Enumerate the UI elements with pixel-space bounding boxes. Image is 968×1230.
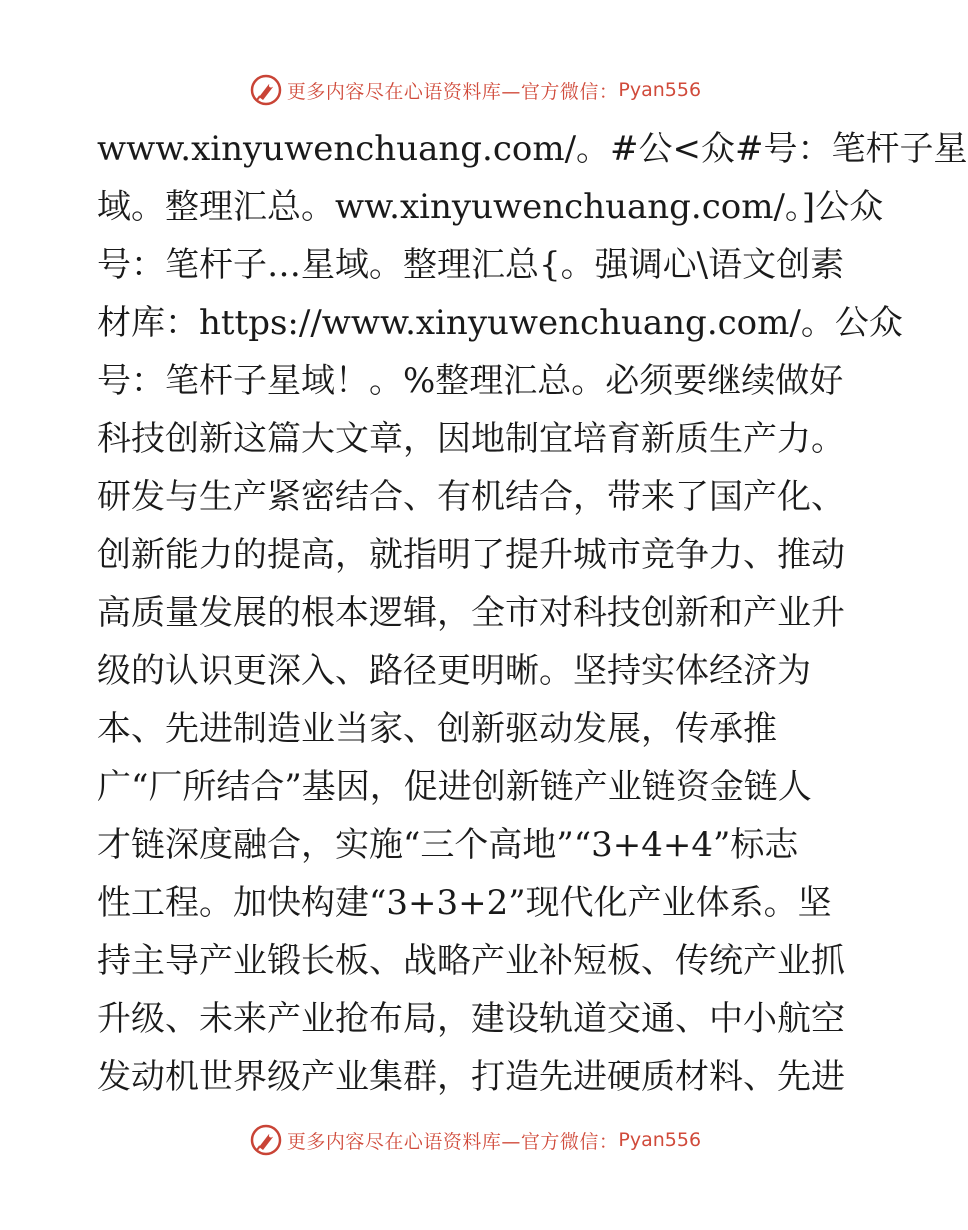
footer-banner — [0, 1122, 950, 1158]
pen-nib-logo-icon — [249, 73, 283, 107]
body-text-line: 高质量发展的根本逻辑，全市对科技创新和产业升 — [97, 593, 845, 633]
body-text-line: 创新能力的提高，就指明了提升城市竞争力、推动 — [97, 535, 845, 575]
body-text-line: 本、先进制造业当家、创新驱动发展，传承推 — [97, 709, 777, 749]
body-text-line: 升级、未来产业抢布局，建设轨道交通、中小航空 — [97, 999, 845, 1039]
header-banner-text: 更多内容尽在心语资料库—官方微信： — [286, 80, 619, 103]
body-text-line: 科技创新这篇大文章，因地制宜培育新质生产力。 — [97, 419, 845, 459]
body-text-line: 广“厂所结合”基因，促进创新链产业链资金链人 — [97, 767, 812, 807]
body-text-line: 域。整理汇总。ww.xinyuwenchuang.com/。]公众 — [97, 187, 884, 227]
body-text-line: www.xinyuwenchuang.com/。#公<众#号：笔杆子星 — [97, 129, 968, 169]
pen-nib-logo-icon — [249, 1123, 283, 1157]
body-text-line: 材库：https://www.xinyuwenchuang.com/。公众 — [97, 303, 903, 343]
body-text-line: 研发与生产紧密结合、有机结合，带来了国产化、 — [97, 477, 845, 517]
body-text-line: 级的认识更深入、路径更明晰。坚持实体经济为 — [97, 651, 811, 691]
body-text-line: 号：笔杆子…星域。整理汇总{。强调心\语文创素 — [97, 245, 845, 285]
body-text-line: 才链深度融合，实施“三个高地”“3+4+4”标志 — [97, 825, 799, 865]
header-banner-wechat-id: Pyan556 — [618, 79, 702, 101]
footer-banner-wechat-id: Pyan556 — [618, 1129, 702, 1151]
body-text-line: 性工程。加快构建“3+3+2”现代化产业体系。坚 — [97, 883, 832, 923]
body-text-line: 发动机世界级产业集群，打造先进硬质材料、先进 — [97, 1057, 845, 1097]
header-banner — [0, 72, 950, 108]
document-body — [97, 120, 968, 1106]
body-text-line: 号：笔杆子星域！。%整理汇总。必须要继续做好 — [97, 361, 844, 401]
body-text-line: 持主导产业锻长板、战略产业补短板、传统产业抓 — [97, 941, 845, 981]
footer-banner-text: 更多内容尽在心语资料库—官方微信： — [286, 1130, 619, 1153]
